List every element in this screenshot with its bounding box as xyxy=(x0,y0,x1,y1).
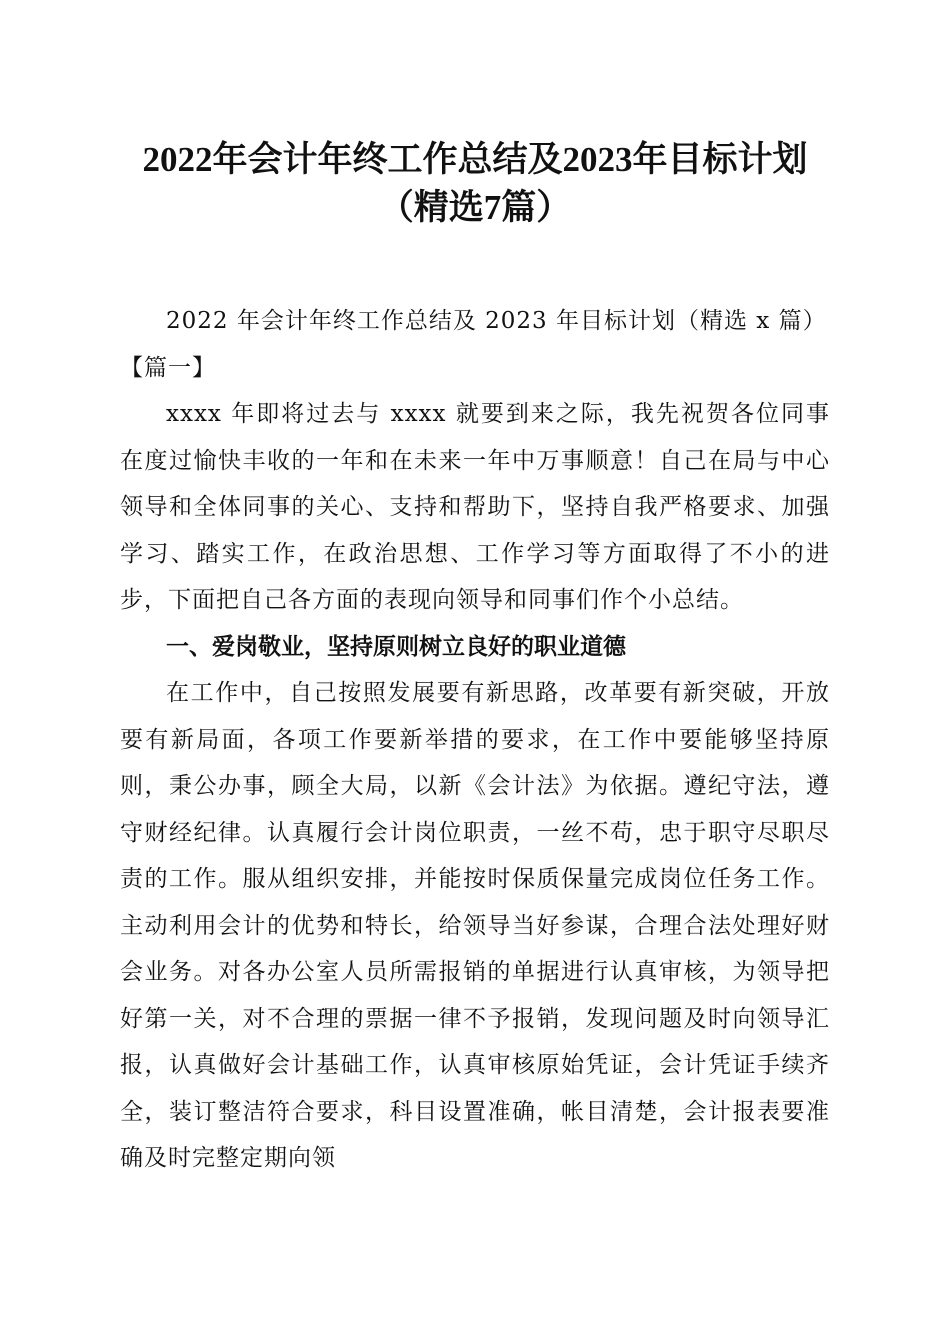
intro-paragraph: xxxx 年即将过去与 xxxx 就要到来之际，我先祝贺各位同事在度过愉快丰收的一年和在未来一年中万事顺意！自己在局与中心领导和全体同事的关心、支持和帮助下，坚持自我严格要求、加强学习、踏实工作，在政治思想、工作学习等方面取得了不小的进步，下面把自己各方面的表现向领导和同事们作个小总结。 xyxy=(120,401,830,613)
body-paragraph: 在工作中，自己按照发展要有新思路，改革要有新突破，开放要有新局面，各项工作要新举措的要求，在工作中要能够坚持原则，秉公办事，顾全大局，以新《会计法》为依据。遵纪守法，遵守财经纪律。认真履行会计岗位职责，一丝不苟，忠于职守尽职尽责的工作。服从组织安排，并能按时保质保量完成岗位任务工作。主动利用会计的优势和特长，给领导当好参谋，合理合法处理好财会业务。对各办公室人员所需报销的单据进行认真审核，为领导把好第一关，对不合理的票据一律不予报销，发现问题及时向领导汇报，认真做好会计基础工作，认真审核原始凭证，会计凭证手续齐全，装订整洁符合要求，科目设置准确，帐目清楚，会计报表要准确及时完整定期向领 xyxy=(120,680,830,1171)
subtitle-paragraph: 2022 年会计年终工作总结及 2023 年目标计划（精选 x 篇） xyxy=(166,308,827,334)
title-line-2: （精选7篇） xyxy=(378,188,572,227)
section-tag: 【篇一】 xyxy=(120,354,216,381)
section-heading: 一、爱岗敬业，坚持原则树立良好的职业道德 xyxy=(166,633,626,660)
title-line-1: 2022年会计年终工作总结及2023年目标计划 xyxy=(142,140,808,179)
document-title xyxy=(120,136,830,232)
document-body xyxy=(120,298,830,1182)
document-page xyxy=(120,136,830,1182)
